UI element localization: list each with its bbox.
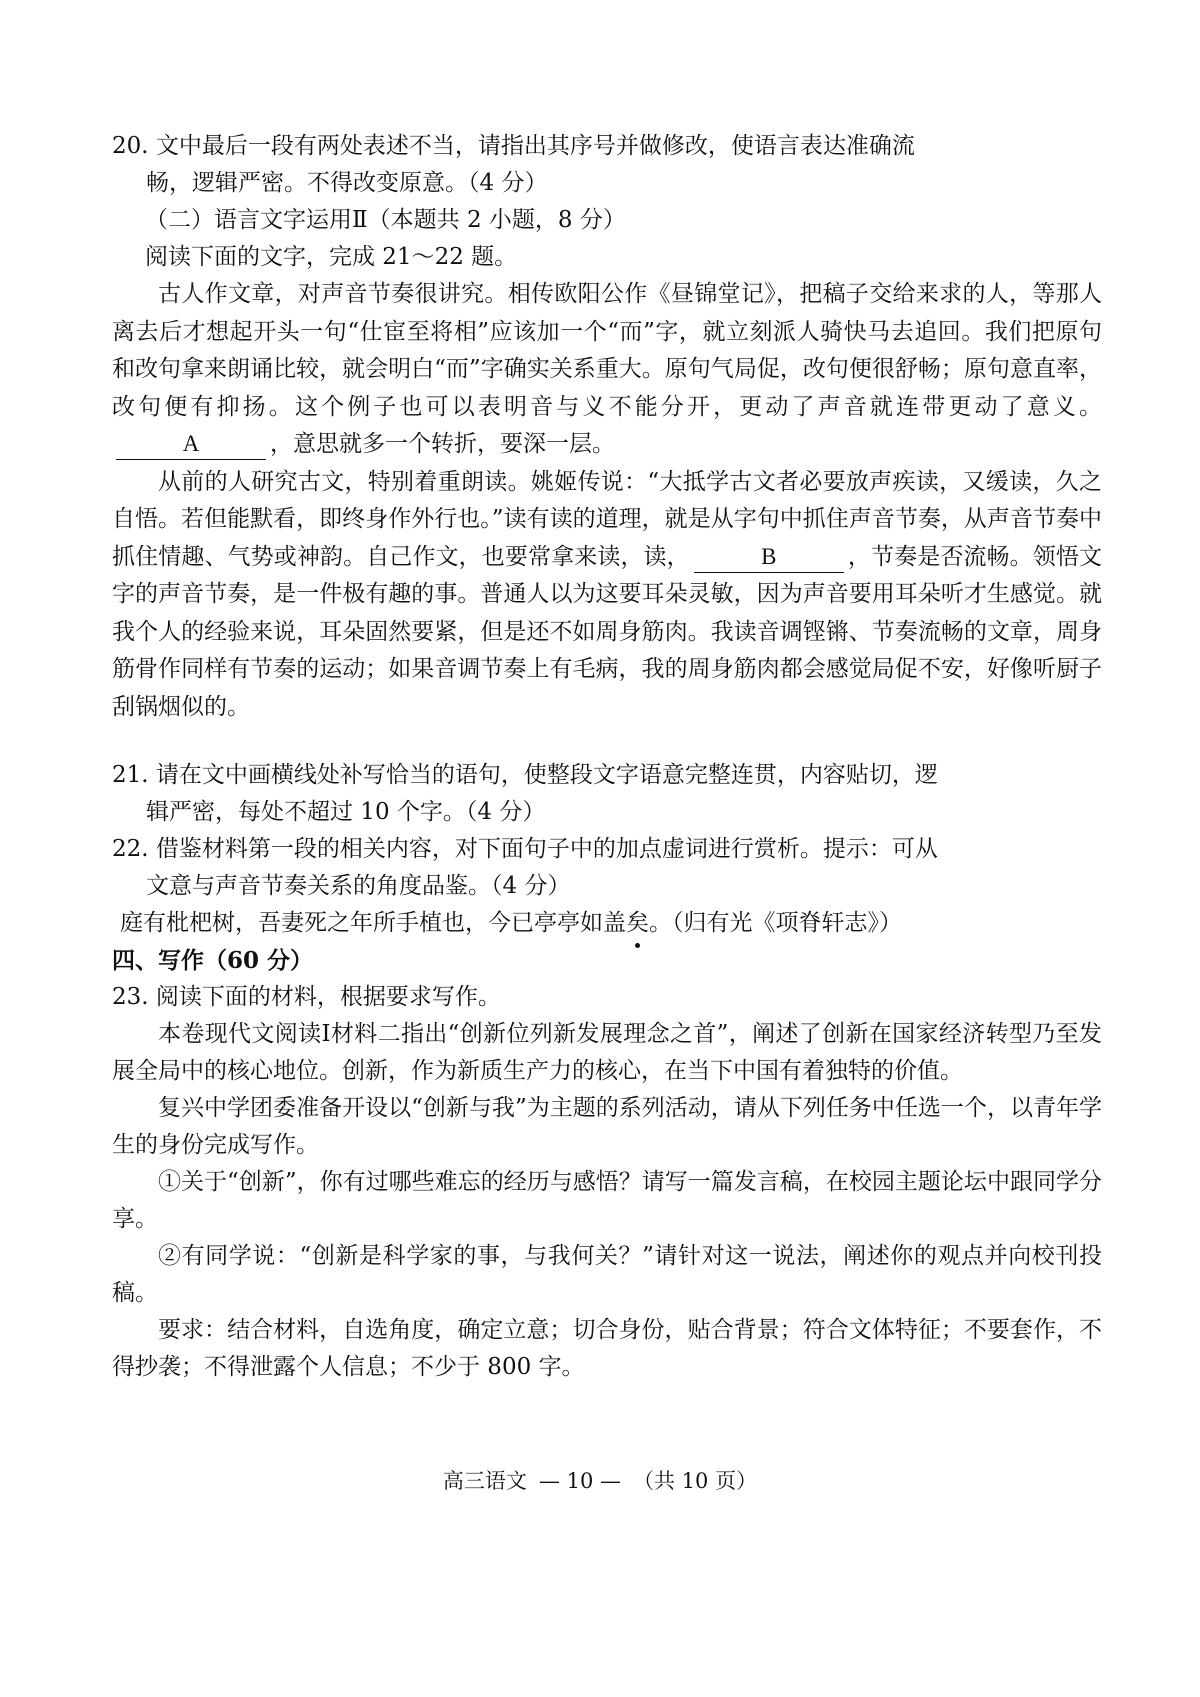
section-2-heading: （二）语言文字运用Ⅱ（本题共 2 小题，8 分） <box>145 207 626 233</box>
footer-page-number: — 10 — <box>538 1469 621 1493</box>
passage-text: ，节奏是否流畅。领悟文字的声音节奏，是一件极有趣的事。普通人以为这要耳朵灵敏，因为声音要用耳朵听才生感觉。就我个人的经验来说，耳朵固然要紧，但是还不如周身筋肉。我读音调铿锵、节奏流畅的文章，周身筋骨作同样有节奏的运动；如果音调节奏上有毛病，我的周身筋肉都会感觉局促不安，好像听厨子刮锅烟似的。 <box>112 543 1103 720</box>
question-21 <box>112 757 1102 831</box>
question-text-cont: 文意与声音节奏关系的角度品鉴。（4 分） <box>146 873 571 899</box>
question-number: 21. <box>112 762 149 788</box>
quote-source: 。（归有光《项脊轩志》） <box>649 910 902 936</box>
task-option-1: ①关于“创新”，你有过哪些难忘的经历与感悟？请写一篇发言稿，在校园主题论坛中跟同学分享。 <box>112 1169 1102 1232</box>
question-20 <box>112 128 1102 202</box>
quote-text: 庭有枇杷树，吾妻死之年所手植也，今已亭亭如盖 <box>120 910 626 936</box>
question-text-cont: 畅，逻辑严密。不得改变原意。（4 分） <box>146 170 548 196</box>
page-footer <box>0 1463 1200 1500</box>
passage-text: 古人作文章，对声音节奏很讲究。相传欧阳公作《昼锦堂记》，把稿子交给来求的人，等那人离去后才想起开头一句“仕宦至将相”应该加一个“而”字，就立刻派人骑快马去追回。我们把原句和改句拿来朗诵比较，就会明白“而”字确实关系重大。原句气局促，改句便很舒畅；原句意直率，改句便有抑扬。这个例子也可以表明音与义不能分开，更动了声音就连带更动了意义。 <box>112 281 1102 420</box>
question-23 <box>112 979 1102 1016</box>
task-intro: 复兴中学团委准备开设以“创新与我”为主题的系列活动，请从下列任务中任选一个，以青年学生的身份完成写作。 <box>112 1095 1102 1158</box>
section-4-heading: 四、写作（60 分） <box>112 947 314 974</box>
question-number: 22. <box>112 836 149 862</box>
question-text: 请在文中画横线处补写恰当的语句，使整段文字语意完整连贯，内容贴切，逻 <box>155 762 938 788</box>
dotted-particle: 矣 <box>626 905 649 942</box>
footer-total-pages: （共 10 页） <box>633 1469 758 1493</box>
task-option-2: ②有同学说：“创新是科学家的事，与我何关？”请针对这一说法，阐述你的观点并向校刊投稿。 <box>112 1243 1102 1306</box>
quoted-sentence <box>120 905 1110 942</box>
question-number: 23. <box>112 984 149 1010</box>
question-text-cont: 辑严密，每处不超过 10 个字。（4 分） <box>146 799 546 825</box>
writing-material <box>112 1016 1102 1386</box>
blank-a: A <box>116 429 266 460</box>
passage-text: 从前的人研究古文，特别着重朗读。姚姬传说：“大抵学古文者必要放声疾读，又缓读，久之自悟。若但能默看，即终身作外行也。”读有读的道理，就是从字句中抓住声音节奏，从声音节奏中抓住情趣、气势或神韵。自己作文，也要常拿来读，读， <box>112 468 1102 570</box>
passage-paragraph-1 <box>112 276 1102 464</box>
blank-b: B <box>694 542 844 573</box>
footer-subject: 高三语文 <box>442 1469 527 1493</box>
question-text: 借鉴材料第一段的相关内容，对下面句子中的加点虚词进行赏析。提示：可从 <box>155 836 938 862</box>
passage-text: ，意思就多一个转折，要深一层。 <box>270 431 615 457</box>
section-2-instruction: 阅读下面的文字，完成 21～22 题。 <box>145 244 518 270</box>
writing-requirements: 要求：结合材料，自选角度，确定立意；切合身份，贴合背景；符合文体特征；不要套作，不得抄袭；不得泄露个人信息；不少于 800 字。 <box>112 1317 1102 1380</box>
material-paragraph: 本卷现代文阅读Ⅰ材料二指出“创新位列新发展理念之首”，阐述了创新在国家经济转型乃至发展全局中的核心地位。创新，作为新质生产力的核心，在当下中国有着独特的价值。 <box>112 1021 1102 1084</box>
question-text: 文中最后一段有两处表述不当，请指出其序号并做修改，使语言表达准确流 <box>155 133 915 159</box>
question-number: 20. <box>112 133 149 159</box>
passage-paragraph-2 <box>112 464 1102 727</box>
reading-passage <box>112 276 1102 726</box>
question-text: 阅读下面的材料，根据要求写作。 <box>155 984 501 1010</box>
question-22 <box>112 831 1102 905</box>
